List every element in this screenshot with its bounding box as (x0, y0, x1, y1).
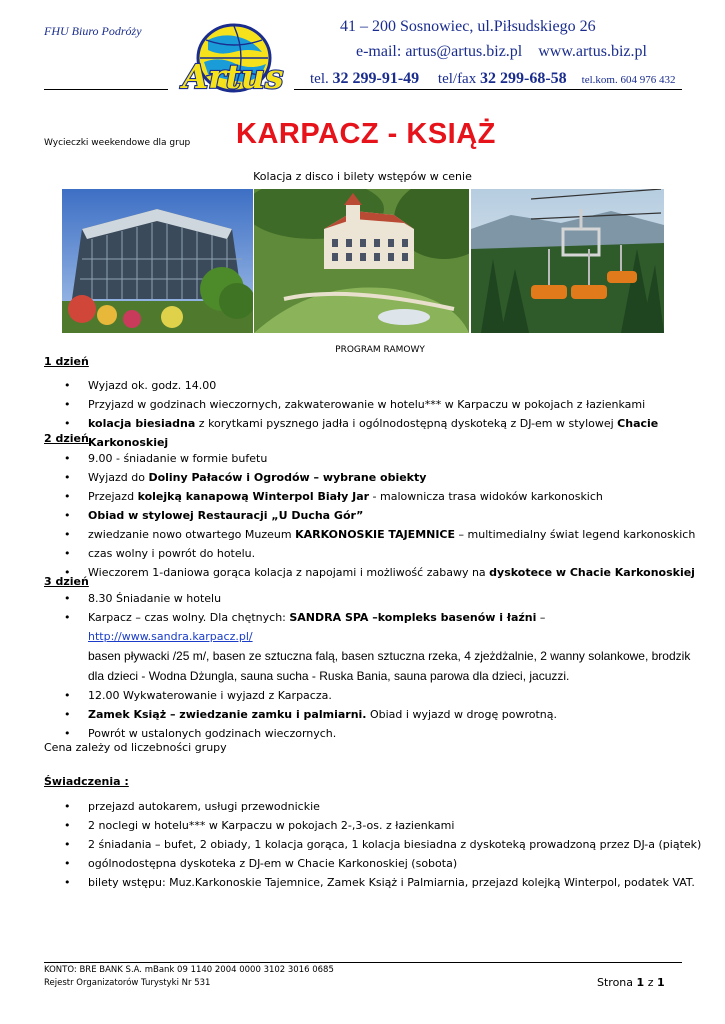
company-name: FHU Biuro Podróży (44, 24, 142, 38)
svg-text:Artus: Artus (182, 57, 284, 96)
list-item: • Przyjazd w godzinach wieczornych, zakwaterowanie w hotelu*** w Karpaczu w pokojach z łazienkami (44, 395, 725, 414)
header-rule (44, 89, 168, 90)
sandra-spa-link[interactable]: http://www.sandra.karpacz.pl/ (88, 630, 253, 643)
list-item: • 9.00 - śniadanie w formie bufetu (44, 449, 695, 468)
tel-label: tel. (310, 71, 329, 87)
list-item: • 8.30 Śniadanie w hotelu (44, 589, 725, 608)
page-title: KARPACZ - KSIĄŻ (236, 118, 496, 150)
palm-house-photo (62, 189, 253, 333)
day-3-list (44, 589, 725, 743)
program-title: PROGRAM RAMOWY (335, 345, 425, 355)
day-2-list (44, 449, 695, 582)
company-address: 41 – 200 Sosnowiec, ul.Piłsudskiego 26 (340, 18, 596, 35)
spa-description: basen pływacki /25 m/, basen ze sztuczna falą, basen sztuczna rzeka, 4 zjeżdżalnie, 2 wanny solankowe, brodzik dla dzieci - Wodna Dżungla, sauna sucha - Ruska Bania, sauna parowa dla dzieci, jacuzzi. (88, 649, 691, 683)
palace-photo (254, 189, 469, 333)
header-rule (294, 89, 682, 90)
list-item: • zwiedzanie nowo otwartego Muzeum KARKONOSKIE TAJEMNICE – multimedialny świat legend karkonoskich (44, 525, 695, 544)
fax-number: 32 299-68-58 (479, 70, 567, 87)
list-item: • kolacja biesiadna z korytkami pysznego jadła i ogólnodostępną dyskoteką z DJ-em w stylowej Chacie Karkonoskiej (44, 414, 725, 452)
list-item: • Przejazd kolejką kanapową Winterpol Biały Jar - malownicza trasa widoków karkonoskich (44, 487, 695, 506)
chairlift-photo (471, 189, 664, 333)
list-item: • Wyjazd do Doliny Pałaców i Ogrodów – wybrane obiekty (44, 468, 695, 487)
day-1-header: 1 dzień (44, 355, 89, 368)
footer-rule (44, 962, 682, 963)
fax-label: tel/fax (437, 71, 477, 87)
subtitle: Wycieczki weekendowe dla grup (44, 138, 191, 148)
page-number: Strona 1 z 1 (597, 976, 665, 989)
list-item: • 12.00 Wykwaterowanie i wyjazd z Karpacza. (44, 686, 725, 705)
list-item: • Wieczorem 1-daniowa gorąca kolacja z napojami i możliwość zabawy na dyskotece w Chacie Karkonoskiej (44, 563, 695, 582)
tour-registry: Rejestr Organizatorów Turystyki Nr 531 (44, 978, 211, 988)
services-list (44, 797, 701, 892)
list-item: • Powrót w ustalonych godzinach wieczornych. (44, 724, 725, 743)
email-link[interactable]: e-mail: artus@artus.biz.pl (356, 43, 523, 60)
list-item: • Obiad w stylowej Restauracji „U Ducha Gór” (44, 506, 695, 525)
day-2-header: 2 dzień (44, 432, 89, 445)
list-item: • 2 śniadania – bufet, 2 obiady, 1 kolacja gorąca, 1 kolacja biesiadna z dyskoteką prowadzoną przez DJ-a (piątek) (44, 835, 701, 854)
list-item: • Wyjazd ok. godz. 14.00 (44, 376, 725, 395)
artus-logo (164, 22, 302, 102)
list-item: • ogólnodostępna dyskoteka z DJ-em w Chacie Karkonoskiej (sobota) (44, 854, 701, 873)
tagline: Kolacja z disco i bilety wstępów w cenie (253, 170, 472, 183)
contact-line (356, 43, 647, 61)
phone-line (310, 70, 675, 88)
day-3-header: 3 dzień (44, 575, 89, 588)
price-note: Cena zależy od liczebności grupy (44, 741, 227, 754)
services-header: Świadczenia : (44, 775, 129, 788)
website-link[interactable]: www.artus.biz.pl (538, 43, 647, 60)
list-item: • przejazd autokarem, usługi przewodnickie (44, 797, 701, 816)
list-item: • Karpacz – czas wolny. Dla chętnych: SANDRA SPA –kompleks basenów i łaźni – http://www.sandra.karpacz.pl/ basen pływacki /25 m/, basen ze sztuczna falą, basen sztuczna rzeka, 4 zjeżdżalnie, 2 wanny solankowe, brodzik dla dzieci - Wodna Dżungla, sauna sucha - Ruska Bania, sauna parowa dla dzieci, jacuzzi. (44, 608, 725, 686)
mobile-number: tel.kom. 604 976 432 (581, 74, 676, 86)
list-item: • czas wolny i powrót do hotelu. (44, 544, 695, 563)
bank-account: KONTO: BRE BANK S.A. mBank 09 1140 2004 0000 3102 3016 0685 (44, 965, 334, 975)
tel-number: 32 299-91-49 (332, 70, 420, 87)
list-item: • 2 noclegi w hotelu*** w Karpaczu w pokojach 2-,3-os. z łazienkami (44, 816, 701, 835)
day-1-list (44, 376, 725, 452)
list-item: • bilety wstępu: Muz.Karkonoskie Tajemnice, Zamek Książ i Palmiarnia, przejazd kolejką Winterpol, podatek VAT. (44, 873, 701, 892)
list-item: • Zamek Książ – zwiedzanie zamku i palmiarni. Obiad i wyjazd w drogę powrotną. (44, 705, 725, 724)
